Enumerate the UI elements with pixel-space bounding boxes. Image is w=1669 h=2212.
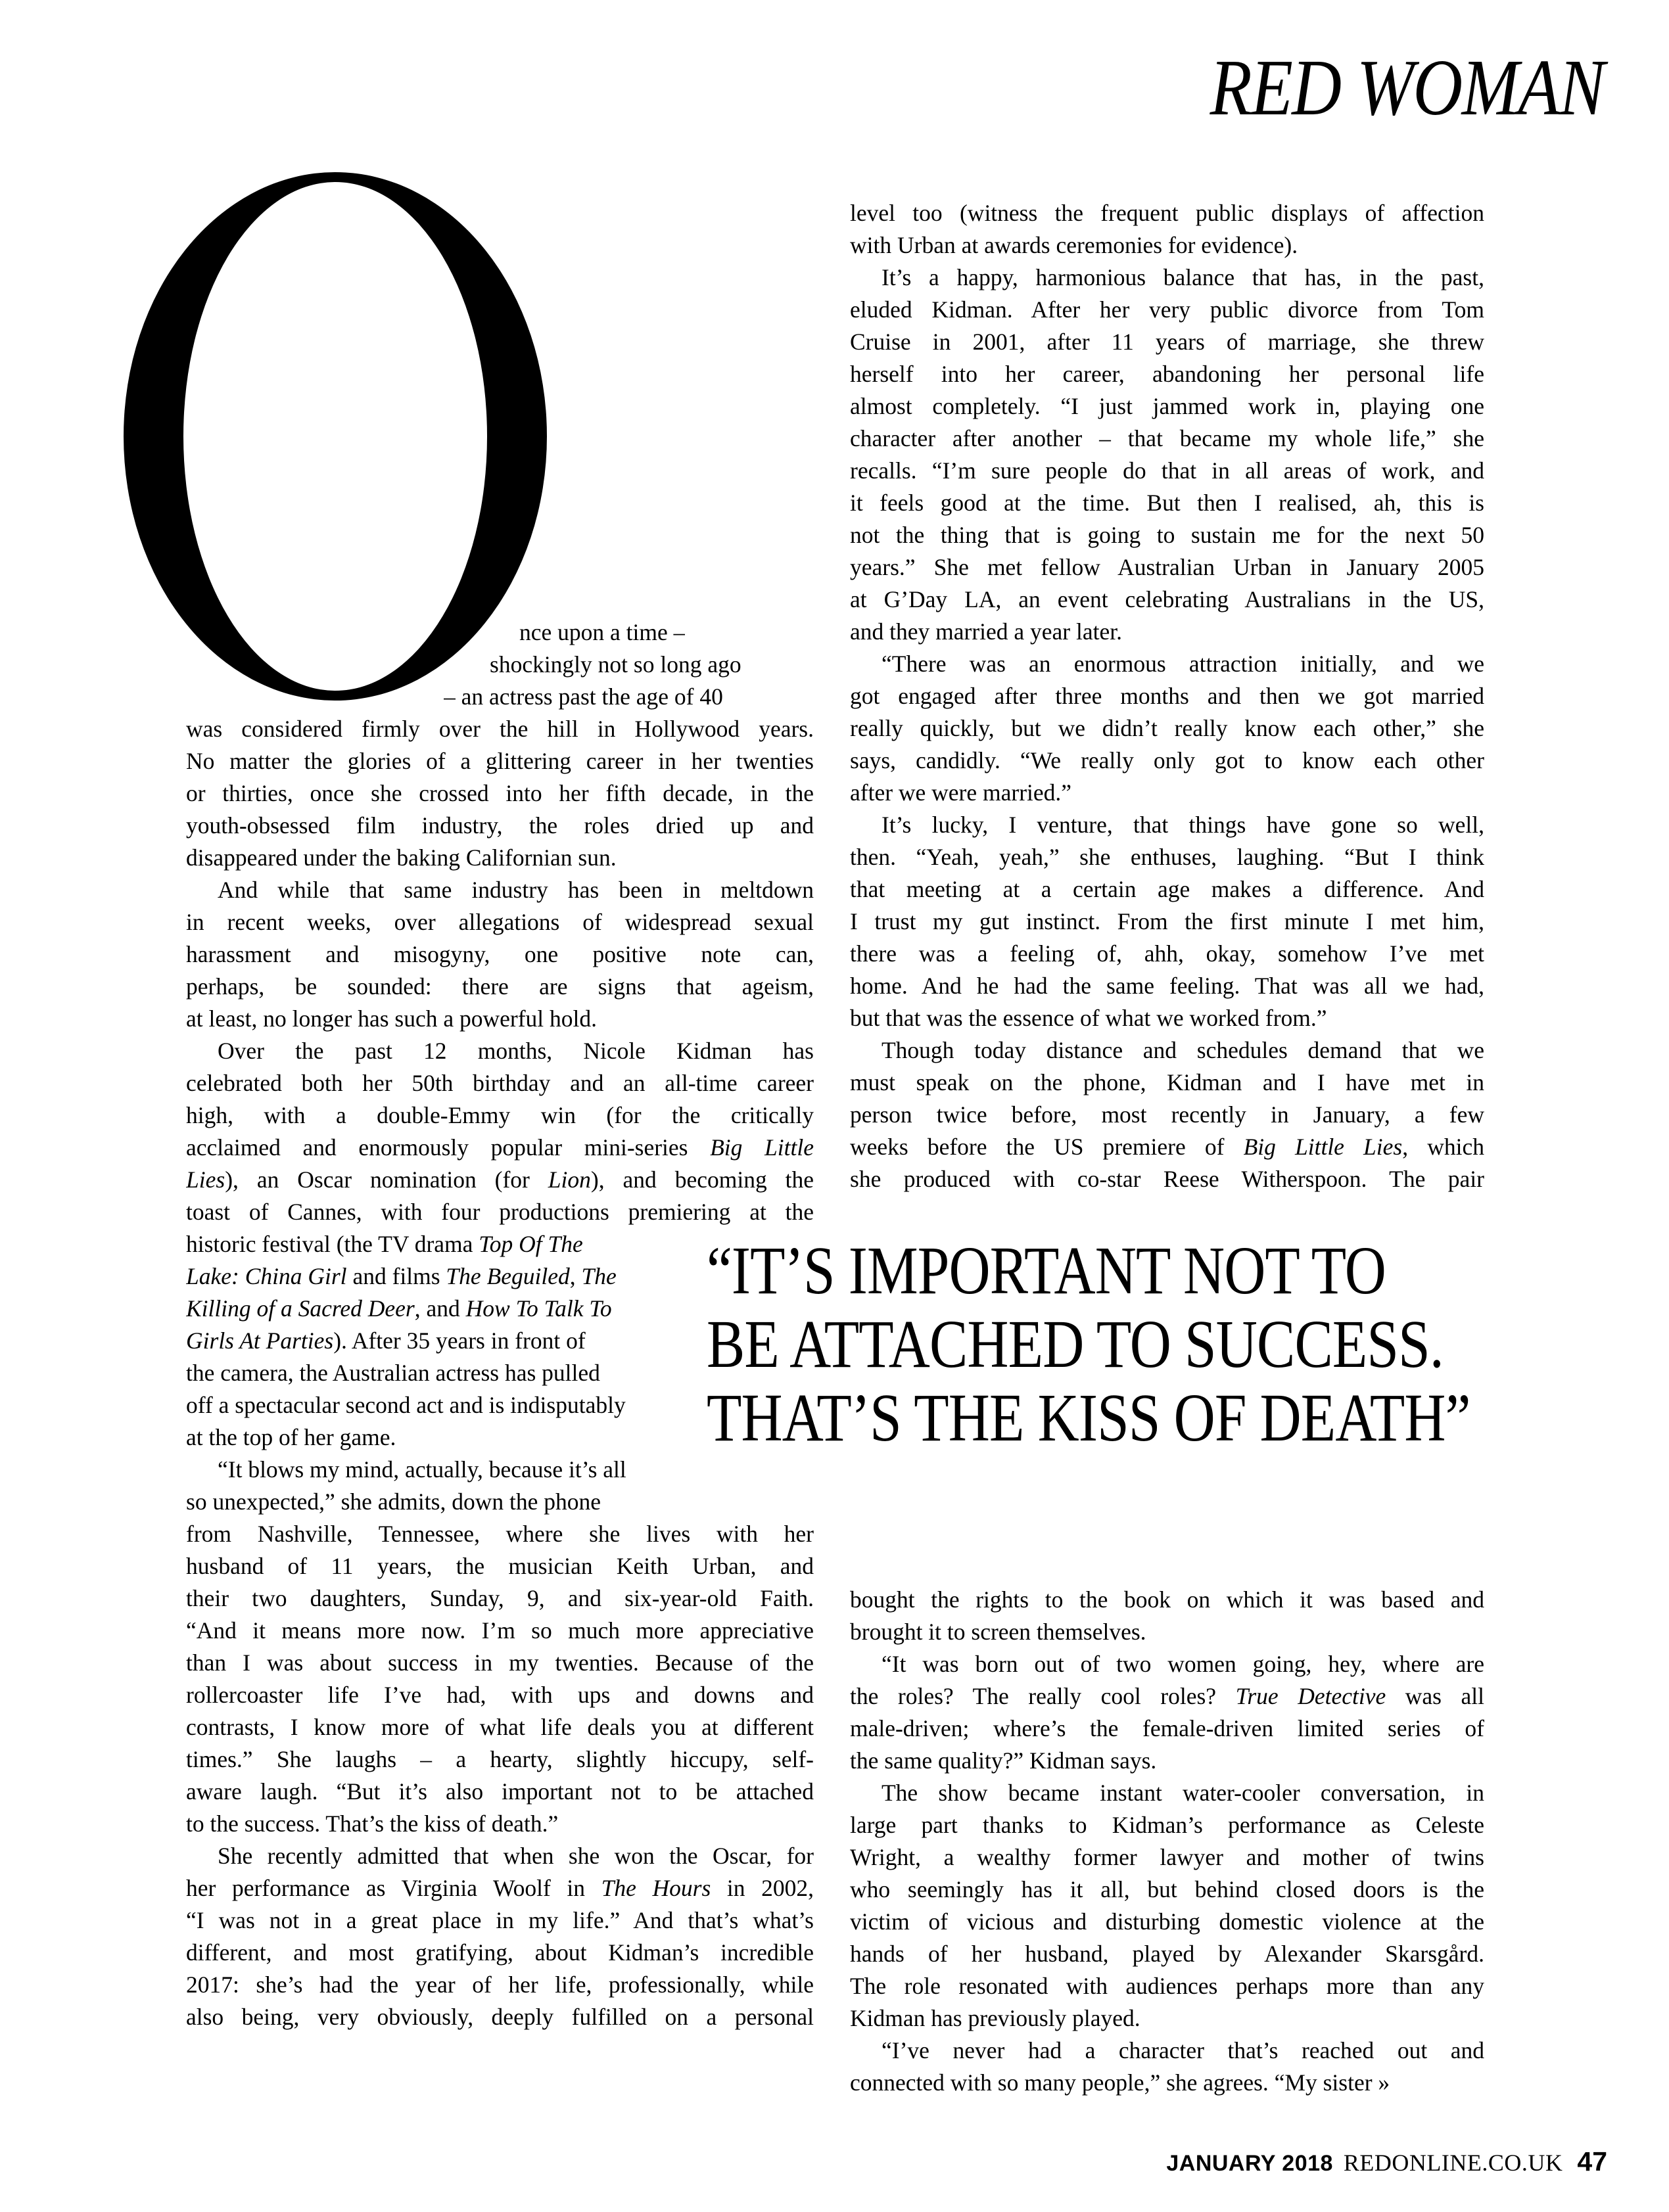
text-line: Killing of a Sacred Deer, and How To Talk To: [186, 1295, 612, 1322]
text-line: herself into her career, abandoning her personal life: [850, 361, 1484, 387]
text-line: “IT’S IMPORTANT NOT TO: [707, 1233, 1386, 1308]
text-line: connected with so many people,” she agrees. “My sister »: [850, 2069, 1390, 2096]
text-line: eluded Kidman. After her very public divorce from Tom: [850, 296, 1484, 323]
text-line: times.” She laughs – a hearty, slightly hiccupy, self-: [186, 1746, 814, 1772]
text-line: The role resonated with audiences perhaps more than any: [850, 1973, 1484, 1999]
text-line: toast of Cannes, with four productions premiering at the: [186, 1199, 814, 1225]
pull-quote: [707, 1234, 1616, 1455]
text-line: at G’Day LA, an event celebrating Australians in the US,: [850, 586, 1484, 612]
text-line: the same quality?” Kidman says.: [850, 1747, 1157, 1774]
text-line: It’s a happy, harmonious balance that has, in the past,: [882, 264, 1484, 290]
footer-site: REDONLINE.CO.UK: [1343, 2150, 1563, 2176]
text-line: harassment and misogyny, one positive note can,: [186, 941, 814, 967]
text-line: youth-obsessed film industry, the roles dried up and: [186, 812, 814, 839]
text-line: “There was an enormous attraction initially, and we: [882, 651, 1484, 677]
text-line: perhaps, be sounded: there are signs that ageism,: [186, 973, 814, 1000]
footer-date: JANUARY 2018: [1166, 2151, 1333, 2176]
text-line: BE ATTACHED TO SUCCESS.: [707, 1306, 1444, 1382]
section-header: RED WOMAN: [1210, 43, 1604, 132]
text-line: there was a feeling of, ahh, okay, somehow I’ve met: [850, 940, 1484, 967]
text-line: got engaged after three months and then we got married: [850, 683, 1484, 709]
text-line: recalls. “I’m sure people do that in all areas of work, and: [850, 457, 1484, 484]
text-line: with Urban at awards ceremonies for evidence).: [850, 232, 1298, 258]
text-line: Over the past 12 months, Nicole Kidman has: [218, 1038, 814, 1064]
text-line: must speak on the phone, Kidman and I have met in: [850, 1069, 1484, 1095]
text-line: different, and most gratifying, about Kidman’s incredible: [186, 1939, 814, 1966]
text-line: celebrated both her 50th birthday and an all-time career: [186, 1070, 814, 1096]
text-line: hands of her husband, played by Alexander Skarsgård.: [850, 1941, 1484, 1967]
text-line: acclaimed and enormously popular mini-series Big Little: [186, 1134, 814, 1161]
text-line: to the success. That’s the kiss of death.”: [186, 1810, 559, 1837]
text-line: also being, very obviously, deeply fulfilled on a personal: [186, 2004, 814, 2030]
footer-page-number: 47: [1577, 2146, 1607, 2177]
text-line: Girls At Parties). After 35 years in front of: [186, 1327, 586, 1354]
text-line: Lake: China Girl and films The Beguiled, The: [186, 1263, 617, 1289]
text-line: then. “Yeah, yeah,” she enthuses, laughing. “But I think: [850, 844, 1484, 870]
text-line: large part thanks to Kidman’s performance as Celeste: [850, 1812, 1484, 1838]
text-line: high, with a double-Emmy win (for the critically: [186, 1102, 814, 1128]
text-line: than I was about success in my twenties. Because of the: [186, 1649, 814, 1676]
text-line: bought the rights to the book on which it was based and: [850, 1586, 1484, 1613]
text-line: but that was the essence of what we worked from.”: [850, 1005, 1327, 1031]
text-line: “I’ve never had a character that’s reached out and: [882, 2037, 1484, 2063]
text-line: really quickly, but we didn’t really know each other,” she: [850, 715, 1484, 741]
text-line: who seemingly has it all, but behind closed doors is the: [850, 1876, 1484, 1902]
text-line: THAT’S THE KISS OF DEATH”: [707, 1380, 1470, 1456]
text-line: in recent weeks, over allegations of widespread sexual: [186, 909, 814, 935]
text-line: the camera, the Australian actress has pulled: [186, 1360, 600, 1386]
text-line: 2017: she’s had the year of her life, professionally, while: [186, 1971, 814, 1998]
text-line: “And it means more now. I’m so much more appreciative: [186, 1617, 814, 1644]
text-line: – an actress past the age of 40: [444, 683, 723, 710]
text-line: or thirties, once she crossed into her fifth decade, in the: [186, 780, 814, 806]
text-line: brought it to screen themselves.: [850, 1619, 1146, 1645]
text-line: level too (witness the frequent public displays of affection: [850, 200, 1484, 226]
text-line: says, candidly. “We really only got to know each other: [850, 747, 1484, 773]
text-line: her performance as Virginia Woolf in The Hours in 2002,: [186, 1875, 814, 1901]
text-line: and they married a year later.: [850, 618, 1122, 645]
text-line: It’s lucky, I venture, that things have gone so well,: [882, 812, 1484, 838]
text-line: Though today distance and schedules demand that we: [882, 1037, 1484, 1063]
text-line: weeks before the US premiere of Big Little Lies, which: [850, 1134, 1484, 1160]
drop-cap-o: [122, 170, 549, 703]
text-line: was considered firmly over the hill in Hollywood years.: [186, 716, 814, 742]
text-line: historic festival (the TV drama Top Of The: [186, 1231, 583, 1257]
text-line: after we were married.”: [850, 779, 1072, 806]
text-line: The show became instant water-cooler conversation, in: [882, 1780, 1484, 1806]
text-line: their two daughters, Sunday, 9, and six-year-old Faith.: [186, 1585, 814, 1611]
right-column-bottom: [850, 1584, 1484, 2099]
text-line: off a spectacular second act and is indisputably: [186, 1392, 626, 1418]
text-line: at the top of her game.: [186, 1424, 396, 1450]
text-line: from Nashville, Tennessee, where she lives with her: [186, 1521, 814, 1547]
text-line: I trust my gut instinct. From the first minute I met him,: [850, 908, 1484, 934]
text-line: And while that same industry has been in meltdown: [218, 877, 814, 903]
footer-folio: [1166, 2146, 1607, 2177]
text-line: person twice before, most recently in January, a few: [850, 1101, 1484, 1128]
text-line: disappeared under the baking Californian sun.: [186, 844, 617, 871]
text-line: years.” She met fellow Australian Urban in January 2005: [850, 554, 1484, 580]
text-line: at least, no longer has such a powerful hold.: [186, 1005, 598, 1032]
text-line: “It was born out of two women going, hey, where are: [882, 1651, 1484, 1677]
text-line: nce upon a time –: [519, 619, 686, 645]
text-line: home. And he had the same feeling. That was all we had,: [850, 973, 1484, 999]
text-line: rollercoaster life I’ve had, with ups and downs and: [186, 1682, 814, 1708]
text-line: “I was not in a great place in my life.” And that’s what’s: [186, 1907, 814, 1933]
text-line: shockingly not so long ago: [490, 651, 741, 678]
text-line: so unexpected,” she admits, down the phone: [186, 1488, 601, 1515]
text-line: Cruise in 2001, after 11 years of marriage, she threw: [850, 329, 1484, 355]
text-line: “It blows my mind, actually, because it’s all: [218, 1456, 626, 1483]
text-line: not the thing that is going to sustain me for the next 50: [850, 522, 1484, 548]
text-line: contrasts, I know more of what life deals you at different: [186, 1714, 814, 1740]
text-line: aware laugh. “But it’s also important not to be attached: [186, 1778, 814, 1805]
text-line: almost completely. “I just jammed work in, playing one: [850, 393, 1484, 419]
right-column-top: [850, 197, 1484, 1195]
text-line: the roles? The really cool roles? True Detective was all: [850, 1683, 1484, 1709]
text-line: it feels good at the time. But then I realised, ah, this is: [850, 490, 1484, 516]
text-line: she produced with co-star Reese Witherspoon. The pair: [850, 1166, 1484, 1192]
text-line: Wright, a wealthy former lawyer and mother of twins: [850, 1844, 1484, 1870]
text-line: She recently admitted that when she won the Oscar, for: [218, 1843, 814, 1869]
text-line: victim of vicious and disturbing domestic violence at the: [850, 1908, 1484, 1935]
text-line: Lies), an Oscar nomination (for Lion), and becoming the: [186, 1166, 814, 1193]
text-line: that meeting at a certain age makes a difference. And: [850, 876, 1484, 902]
text-line: character after another – that became my whole life,” she: [850, 425, 1484, 451]
text-line: husband of 11 years, the musician Keith Urban, and: [186, 1553, 814, 1579]
text-line: Kidman has previously played.: [850, 2005, 1140, 2031]
text-line: male-driven; where’s the female-driven limited series of: [850, 1715, 1484, 1741]
text-line: No matter the glories of a glittering career in her twenties: [186, 748, 814, 774]
